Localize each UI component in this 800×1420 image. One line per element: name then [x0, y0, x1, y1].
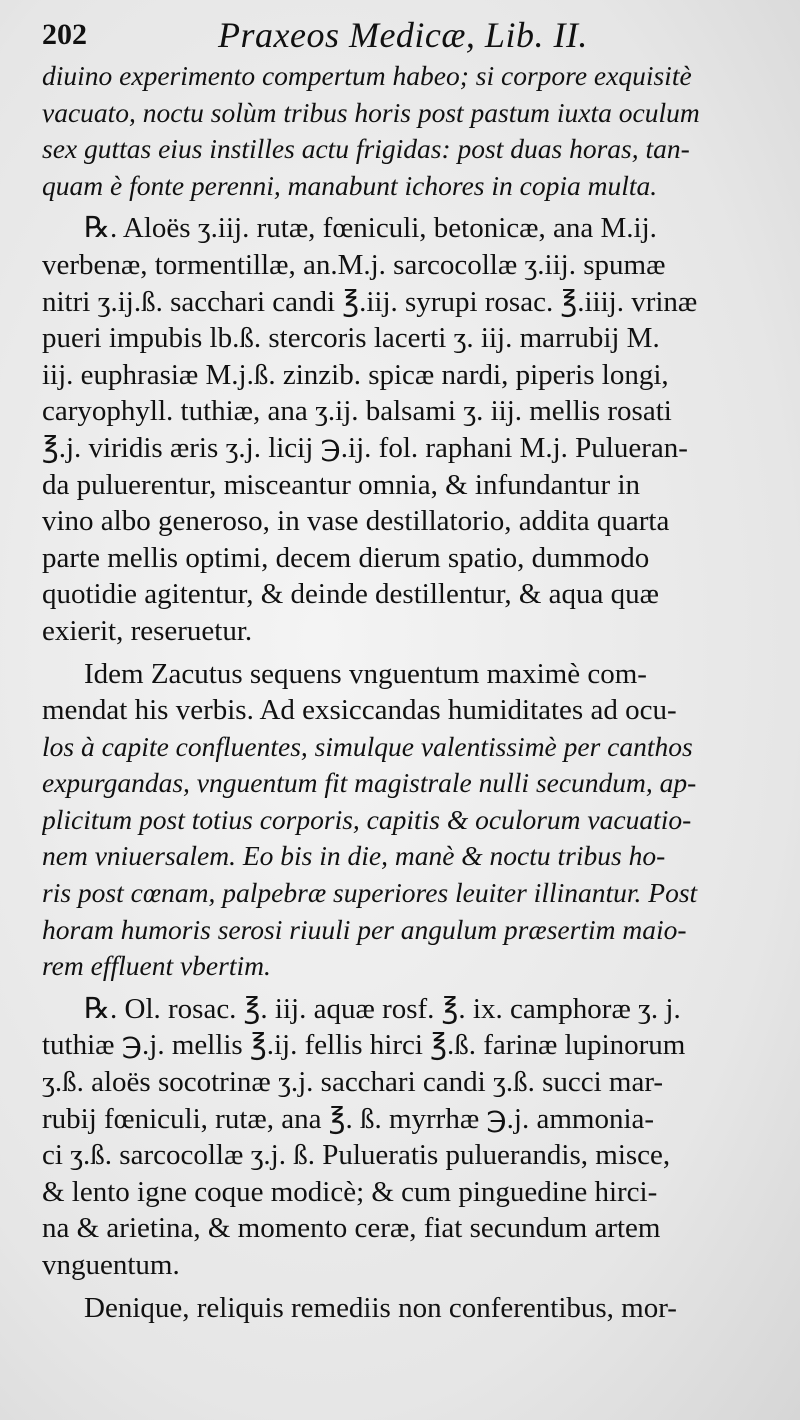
text-line: sex guttas eius instilles actu frigidas: post duas horas, tan-: [42, 133, 690, 165]
text-line: tuthiæ ℈.j. mellis ℥.ij. fellis hirci ℥.ß. farinæ lupinorum: [42, 1029, 686, 1062]
text-line: rem effluent vbertim.: [42, 950, 271, 982]
text-line: quam è fonte perenni, manabunt ichores in copia multa.: [42, 169, 658, 201]
text-line: ris post cœnam, palpebræ superiores leuiter illinantur. Post: [42, 877, 698, 909]
text-line: ℥.j. viridis æris ʒ.j. licij ℈.ij. fol. raphani M.j. Pulueran-: [42, 431, 688, 464]
text-line: vacuato, noctu solùm tribus horis post pastum iuxta oculum: [42, 96, 700, 128]
text-line: horam humoris serosi riuuli per angulum præsertim maio-: [42, 913, 687, 945]
text-line: ʒ.ß. aloës socotrinæ ʒ.j. sacchari candi ʒ.ß. succi mar-: [42, 1066, 664, 1099]
text-line: vnguentum.: [42, 1249, 180, 1281]
text-line: exierit, reseruetur.: [42, 614, 253, 647]
text-line: nitri ʒ.ij.ß. sacchari candi ℥.iij. syrupi rosac. ℥.iiij. vrinæ: [42, 285, 698, 318]
text-line: iij. euphrasiæ M.j.ß. zinzib. spicæ nardi, piperis longi,: [42, 358, 669, 391]
text-line: ℞. Ol. rosac. ℥. iij. aquæ rosf. ℥. ix. camphoræ ʒ. j.: [84, 992, 681, 1025]
text-line: & lento igne coque modicè; & cum pinguedine hirci-: [42, 1175, 658, 1208]
text-line: caryophyll. tuthiæ, ana ʒ.ij. balsami ʒ. iij. mellis rosati: [42, 395, 672, 428]
text-line: los à capite confluentes, simulque valentissimè per canthos: [42, 730, 693, 762]
text-line: rubij fœniculi, rutæ, ana ℥. ß. myrrhæ ℈.j. ammonia-: [42, 1102, 655, 1135]
text-line: da puluerentur, misceantur omnia, & infundantur in: [42, 468, 641, 501]
page-header: [42, 14, 782, 58]
text-line: Idem Zacutus sequens vnguentum maximè com-: [84, 657, 647, 690]
text-line: na & arietina, & momento ceræ, fiat secundum artem: [42, 1212, 661, 1245]
text-line: expurgandas, vnguentum fit magistrale nulli secundum, ap-: [42, 767, 697, 799]
text-line: diuino experimento compertum habeo; si corpore exquisitè: [42, 60, 692, 91]
text-line: mendat his verbis. Ad exsiccandas humiditates ad ocu-: [42, 694, 677, 727]
text-line: plicitum post totius corporis, capitis & oculorum vacuatio-: [42, 803, 692, 835]
text-line: nem vniuersalem. Eo bis in die, manè & noctu tribus ho-: [42, 840, 666, 872]
text-line: parte mellis optimi, decem dierum spatio, dummodo: [42, 541, 650, 574]
text-line: pueri impubis lb.ß. stercoris lacerti ʒ. iij. marrubij M.: [42, 322, 660, 355]
text-line: ci ʒ.ß. sarcocollæ ʒ.j. ß. Pulueratis puluerandis, misce,: [42, 1139, 671, 1172]
text-line: vino albo generoso, in vase destillatorio, addita quarta: [42, 505, 670, 538]
page-number: 202: [42, 18, 87, 51]
text-line: quotidie agitentur, & deinde destillentur, & aqua quæ: [42, 578, 660, 611]
text-line: verbenæ, tormentillæ, an.M.j. sarcocollæ ʒ.iij. spumæ: [42, 248, 666, 281]
text-body: [42, 58, 782, 1326]
running-head: Praxeos Medicæ, Lib. II.: [218, 15, 588, 55]
text-line: ℞. Aloës ʒ.iij. rutæ, fœniculi, betonicæ, ana M.ij.: [84, 212, 657, 245]
text-line: Denique, reliquis remediis non conferentibus, mor-: [84, 1291, 677, 1324]
